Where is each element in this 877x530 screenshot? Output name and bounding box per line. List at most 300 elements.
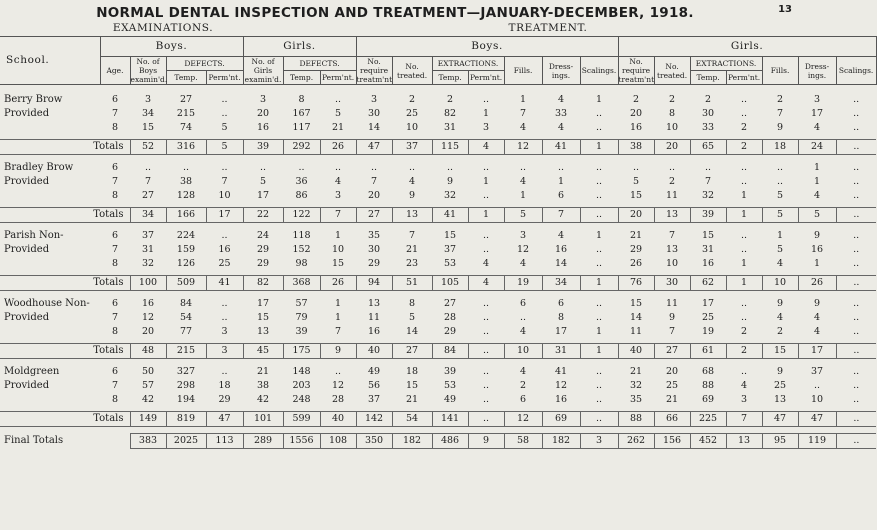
- data-cell: 31: [444, 122, 457, 133]
- data-cell: ..: [705, 162, 712, 173]
- data-cell: ..: [853, 298, 860, 309]
- data-cell: ..: [447, 162, 454, 173]
- data-cell: ..: [520, 162, 527, 173]
- data-cell: 21: [630, 230, 643, 241]
- data-cell: 2: [409, 94, 416, 105]
- page-number: 13: [778, 4, 792, 15]
- data-cell: ..: [483, 230, 490, 241]
- data-cell: 1: [335, 312, 342, 323]
- data-cell: 29: [444, 326, 457, 337]
- data-cell: ..: [335, 162, 342, 173]
- data-cell: 4: [335, 176, 342, 187]
- total-cell: 69: [542, 412, 580, 427]
- age-cell: 6: [111, 162, 119, 173]
- final-total-cell: 3: [580, 434, 618, 449]
- total-cell: ..: [836, 412, 876, 427]
- data-cell: 27: [141, 190, 155, 201]
- data-cell: 4: [777, 258, 784, 269]
- data-cell: ..: [483, 94, 490, 105]
- data-cell: 25: [218, 258, 231, 269]
- data-cell: 12: [517, 244, 530, 255]
- final-total-cell: 452: [690, 434, 726, 449]
- treatment-heading: TREATMENT.: [508, 22, 588, 34]
- data-cell: 7: [371, 176, 378, 187]
- school-name: Berry Brow: [4, 94, 63, 105]
- total-cell: 18: [762, 140, 798, 155]
- total-cell: 4: [468, 276, 504, 291]
- data-cell: 1: [520, 94, 527, 105]
- table-row: [0, 393, 876, 407]
- data-cell: 4: [814, 326, 821, 337]
- data-cell: 50: [141, 366, 155, 377]
- data-cell: 8: [558, 312, 565, 323]
- total-cell: ..: [836, 344, 876, 359]
- total-cell: 41: [542, 140, 580, 155]
- data-cell: 4: [558, 122, 565, 133]
- total-cell: 215: [166, 344, 206, 359]
- data-cell: 30: [702, 108, 715, 119]
- total-cell: 2: [726, 140, 762, 155]
- table-row: [0, 379, 876, 393]
- data-cell: 12: [331, 380, 345, 391]
- total-cell: 1: [726, 208, 762, 223]
- total-cell: 30: [654, 276, 690, 291]
- data-cell: 4: [777, 312, 784, 323]
- data-cell: 16: [702, 258, 715, 269]
- total-cell: 1: [580, 140, 618, 155]
- final-total-cell: 113: [206, 434, 243, 449]
- data-cell: 5: [335, 108, 342, 119]
- data-cell: 4: [814, 190, 821, 201]
- data-cell: ..: [853, 326, 860, 337]
- data-cell: 4: [520, 326, 527, 337]
- data-cell: ..: [221, 298, 228, 309]
- data-cell: 1: [596, 94, 603, 105]
- data-cell: 4: [741, 380, 748, 391]
- data-cell: 4: [558, 230, 565, 241]
- data-cell: 2: [741, 326, 748, 337]
- data-cell: ..: [221, 94, 228, 105]
- data-cell: 56: [368, 380, 381, 391]
- total-cell: 20: [654, 140, 690, 155]
- data-cell: ..: [596, 312, 603, 323]
- totals-label: Totals: [0, 276, 130, 291]
- boys-scalings-header: Scalings.: [580, 57, 618, 85]
- table-row: [0, 107, 876, 121]
- data-cell: ..: [596, 380, 603, 391]
- total-cell: 34: [130, 208, 166, 223]
- data-cell: ..: [853, 312, 860, 323]
- data-cell: 15: [630, 298, 643, 309]
- total-cell: ..: [580, 208, 618, 223]
- data-cell: ..: [596, 162, 603, 173]
- boys-dressings-header: Dress-ings.: [542, 57, 580, 85]
- total-cell: 316: [166, 140, 206, 155]
- table-row: [0, 175, 876, 189]
- total-cell: 3: [206, 344, 243, 359]
- age-cell: 7: [111, 380, 119, 391]
- data-cell: 13: [368, 298, 381, 309]
- data-cell: 74: [179, 122, 193, 133]
- boys-extr-temp-header: Temp.: [432, 71, 468, 85]
- boys-examined-header: No. of Boys examin'd.: [130, 57, 168, 84]
- total-cell: 7: [726, 412, 762, 427]
- data-cell: 12: [141, 312, 155, 323]
- data-cell: 152: [292, 244, 311, 255]
- school-name: [0, 393, 100, 407]
- boys-require-header: No. require treatm'nt: [356, 57, 393, 84]
- age-cell: 6: [111, 230, 119, 241]
- boys-fills-header: Fills.: [504, 57, 542, 85]
- age-cell: 7: [111, 176, 119, 187]
- school-name: Provided: [4, 108, 50, 119]
- data-cell: 16: [630, 122, 643, 133]
- total-cell: 5: [206, 140, 243, 155]
- total-cell: 47: [762, 412, 798, 427]
- data-cell: 49: [444, 394, 457, 405]
- table-row: [0, 365, 876, 379]
- data-cell: ..: [853, 258, 860, 269]
- total-cell: 45: [243, 344, 283, 359]
- data-cell: ..: [335, 366, 342, 377]
- data-cell: ..: [483, 162, 490, 173]
- data-cell: 68: [702, 366, 715, 377]
- data-cell: 39: [295, 326, 308, 337]
- data-cell: ..: [741, 94, 748, 105]
- data-cell: 15: [256, 312, 270, 323]
- data-cell: 1: [814, 258, 821, 269]
- total-cell: 105: [432, 276, 468, 291]
- table-row: [0, 229, 876, 243]
- total-cell: ..: [468, 344, 504, 359]
- data-cell: 3: [814, 94, 821, 105]
- data-cell: 36: [295, 176, 308, 187]
- data-cell: 16: [141, 298, 155, 309]
- data-cell: 10: [218, 190, 231, 201]
- data-cell: ..: [853, 108, 860, 119]
- girls-fills-header: Fills.: [762, 57, 798, 85]
- data-cell: 1: [596, 230, 603, 241]
- total-cell: 13: [654, 208, 690, 223]
- data-cell: 7: [221, 176, 228, 187]
- school-name: Provided: [4, 380, 50, 391]
- data-cell: 5: [259, 176, 267, 187]
- data-cell: 6: [558, 190, 565, 201]
- total-cell: 4: [468, 140, 504, 155]
- data-cell: ..: [853, 190, 860, 201]
- totals-row: [0, 276, 876, 291]
- age-cell: 7: [111, 244, 119, 255]
- data-cell: 7: [144, 176, 152, 187]
- data-cell: 10: [666, 122, 679, 133]
- data-cell: 1: [741, 190, 748, 201]
- final-totals-row: [0, 434, 876, 449]
- total-cell: 9: [320, 344, 356, 359]
- table-row: [0, 189, 876, 203]
- data-cell: 9: [814, 298, 821, 309]
- treat-girls-header: Girls.: [618, 37, 876, 57]
- total-cell: 66: [654, 412, 690, 427]
- final-total-cell: ..: [836, 434, 876, 449]
- girls-defects-perm-header: Perm'nt.: [320, 71, 356, 85]
- girls-require-header: No. require treatm'nt: [618, 57, 655, 84]
- data-cell: 1: [483, 108, 490, 119]
- total-cell: 7: [542, 208, 580, 223]
- table-row: [0, 121, 876, 135]
- total-cell: 48: [130, 344, 166, 359]
- data-cell: 31: [141, 244, 155, 255]
- school-name: Moldgreen: [4, 366, 60, 377]
- total-cell: 94: [356, 276, 392, 291]
- data-cell: 14: [406, 326, 419, 337]
- data-cell: 12: [555, 380, 568, 391]
- data-cell: 3: [483, 122, 490, 133]
- data-cell: 4: [520, 366, 527, 377]
- data-cell: 35: [630, 394, 643, 405]
- data-cell: 2: [520, 380, 527, 391]
- total-cell: 12: [504, 412, 542, 427]
- data-cell: 38: [179, 176, 193, 187]
- data-cell: ..: [221, 162, 228, 173]
- school-name: Provided: [4, 176, 50, 187]
- data-cell: 11: [666, 190, 679, 201]
- data-cell: 21: [331, 122, 345, 133]
- data-cell: 298: [176, 380, 196, 391]
- data-cell: 29: [630, 244, 643, 255]
- total-cell: 88: [618, 412, 654, 427]
- boys-extr-perm-header: Perm'nt.: [468, 71, 504, 85]
- data-cell: 9: [447, 176, 454, 187]
- data-cell: 9: [669, 312, 676, 323]
- data-cell: 3: [259, 94, 267, 105]
- total-cell: 15: [762, 344, 798, 359]
- data-cell: 30: [368, 108, 381, 119]
- data-cell: ..: [741, 298, 748, 309]
- data-cell: 29: [256, 258, 270, 269]
- data-cell: 39: [444, 366, 457, 377]
- data-cell: 15: [331, 258, 345, 269]
- data-cell: 3: [335, 190, 342, 201]
- data-cell: ..: [483, 298, 490, 309]
- data-cell: 69: [702, 394, 715, 405]
- final-total-cell: 58: [504, 434, 542, 449]
- total-cell: 1: [580, 276, 618, 291]
- data-cell: ..: [596, 394, 603, 405]
- total-cell: 26: [320, 276, 356, 291]
- boys-defects-temp-header: Temp.: [166, 71, 206, 85]
- data-cell: 13: [666, 244, 679, 255]
- total-cell: 47: [206, 412, 243, 427]
- data-cell: ..: [777, 176, 784, 187]
- girls-scalings-header: Scalings.: [836, 57, 876, 85]
- total-cell: 1: [580, 344, 618, 359]
- final-total-cell: 95: [762, 434, 798, 449]
- data-cell: ..: [596, 366, 603, 377]
- total-cell: 100: [130, 276, 166, 291]
- data-cell: ..: [596, 122, 603, 133]
- school-name: [0, 257, 100, 271]
- data-cell: 27: [179, 94, 193, 105]
- total-cell: 819: [166, 412, 206, 427]
- data-cell: 18: [218, 380, 231, 391]
- age-cell: 7: [111, 108, 119, 119]
- total-cell: 61: [690, 344, 726, 359]
- table-row: [0, 257, 876, 271]
- data-cell: 21: [256, 366, 270, 377]
- data-cell: 3: [520, 230, 527, 241]
- total-cell: 166: [166, 208, 206, 223]
- data-cell: 5: [221, 122, 228, 133]
- data-cell: ..: [483, 326, 490, 337]
- total-cell: 40: [618, 344, 654, 359]
- data-cell: 10: [811, 394, 824, 405]
- data-cell: ..: [741, 162, 748, 173]
- data-cell: ..: [853, 380, 860, 391]
- data-cell: 1: [777, 230, 784, 241]
- final-total-cell: 2025: [166, 434, 206, 449]
- final-total-cell: 262: [618, 434, 654, 449]
- exam-boys-header: Boys.: [100, 37, 243, 57]
- data-cell: 203: [292, 380, 311, 391]
- data-cell: 20: [368, 190, 381, 201]
- data-cell: 15: [444, 230, 457, 241]
- data-cell: ..: [741, 176, 748, 187]
- data-cell: 14: [630, 312, 643, 323]
- data-cell: 10: [331, 244, 345, 255]
- data-cell: 1: [335, 230, 342, 241]
- data-cell: ..: [853, 176, 860, 187]
- final-total-cell: 119: [798, 434, 836, 449]
- data-cell: 7: [335, 326, 342, 337]
- data-cell: ..: [853, 244, 860, 255]
- data-cell: ..: [741, 230, 748, 241]
- data-cell: ..: [633, 162, 640, 173]
- age-header: Age.: [100, 57, 130, 85]
- data-cell: ..: [371, 162, 378, 173]
- school-name: [0, 189, 100, 203]
- girls-dressings-header: Dress-ings.: [798, 57, 836, 85]
- data-cell: 11: [368, 312, 381, 323]
- boys-treated-header: No. treated.: [392, 57, 432, 85]
- data-cell: 28: [331, 394, 345, 405]
- data-cell: 7: [669, 230, 676, 241]
- final-total-cell: 289: [243, 434, 283, 449]
- total-cell: 24: [798, 140, 836, 155]
- data-cell: 37: [811, 366, 824, 377]
- total-cell: 40: [320, 412, 356, 427]
- data-cell: ..: [483, 394, 490, 405]
- data-cell: 7: [409, 230, 416, 241]
- data-cell: 10: [666, 258, 679, 269]
- girls-extr-perm-header: Perm'nt.: [726, 71, 762, 85]
- total-cell: 27: [356, 208, 392, 223]
- data-cell: 25: [774, 380, 787, 391]
- total-cell: 52: [130, 140, 166, 155]
- data-cell: 167: [292, 108, 311, 119]
- data-cell: 16: [368, 326, 381, 337]
- totals-label: Totals: [0, 412, 130, 427]
- totals-label: Totals: [0, 208, 130, 223]
- data-cell: 88: [702, 380, 715, 391]
- data-cell: 17: [256, 190, 270, 201]
- table-header: [0, 37, 876, 85]
- girls-treated-header: No. treated.: [654, 57, 690, 85]
- age-cell: 8: [111, 326, 119, 337]
- data-cell: 3: [741, 394, 748, 405]
- data-cell: 1: [814, 162, 821, 173]
- total-cell: 40: [356, 344, 392, 359]
- total-cell: 19: [504, 276, 542, 291]
- table-row: [0, 161, 876, 175]
- data-cell: ..: [558, 162, 565, 173]
- data-cell: 17: [702, 298, 715, 309]
- table-row: [0, 93, 876, 107]
- total-cell: 22: [243, 208, 283, 223]
- data-cell: 16: [218, 244, 231, 255]
- girls-examined-header: No. of Girls examin'd.: [244, 57, 282, 84]
- data-cell: 14: [368, 122, 381, 133]
- dental-statistics-table: [0, 36, 877, 449]
- data-cell: ..: [298, 162, 305, 173]
- total-cell: 7: [320, 208, 356, 223]
- data-cell: ..: [483, 244, 490, 255]
- data-cell: 2: [447, 94, 454, 105]
- data-cell: 35: [368, 230, 381, 241]
- table-row: [0, 243, 876, 257]
- final-total-cell: 9: [468, 434, 504, 449]
- data-cell: 82: [444, 108, 457, 119]
- total-cell: 47: [356, 140, 392, 155]
- total-cell: 39: [690, 208, 726, 223]
- total-cell: 65: [690, 140, 726, 155]
- data-cell: 57: [141, 380, 155, 391]
- total-cell: ..: [580, 412, 618, 427]
- data-cell: 4: [483, 258, 490, 269]
- total-cell: 2: [726, 344, 762, 359]
- school-column-header: School.: [0, 37, 100, 85]
- data-cell: 1: [558, 176, 565, 187]
- data-cell: 32: [141, 258, 155, 269]
- data-cell: 19: [702, 326, 715, 337]
- age-cell: 6: [111, 298, 119, 309]
- data-cell: 42: [256, 394, 270, 405]
- total-cell: 82: [243, 276, 283, 291]
- data-cell: 20: [141, 326, 155, 337]
- data-cell: 7: [520, 108, 527, 119]
- totals-row: [0, 344, 876, 359]
- data-cell: ..: [853, 394, 860, 405]
- data-cell: 37: [141, 230, 155, 241]
- data-cell: 4: [520, 122, 527, 133]
- school-name: Parish Non-: [4, 230, 64, 241]
- data-cell: 15: [406, 380, 419, 391]
- data-cell: 10: [406, 122, 419, 133]
- data-cell: 32: [702, 190, 715, 201]
- data-cell: 4: [814, 122, 821, 133]
- data-cell: ..: [596, 176, 603, 187]
- data-cell: ..: [596, 108, 603, 119]
- data-cell: 20: [630, 108, 643, 119]
- data-cell: 31: [702, 244, 715, 255]
- data-cell: 25: [702, 312, 715, 323]
- total-cell: 26: [798, 276, 836, 291]
- data-cell: ..: [741, 366, 748, 377]
- total-cell: 37: [392, 140, 432, 155]
- school-name: [0, 325, 100, 339]
- boys-defects-header: DEFECTS.: [166, 57, 243, 71]
- data-cell: 15: [702, 230, 715, 241]
- data-cell: 53: [444, 380, 457, 391]
